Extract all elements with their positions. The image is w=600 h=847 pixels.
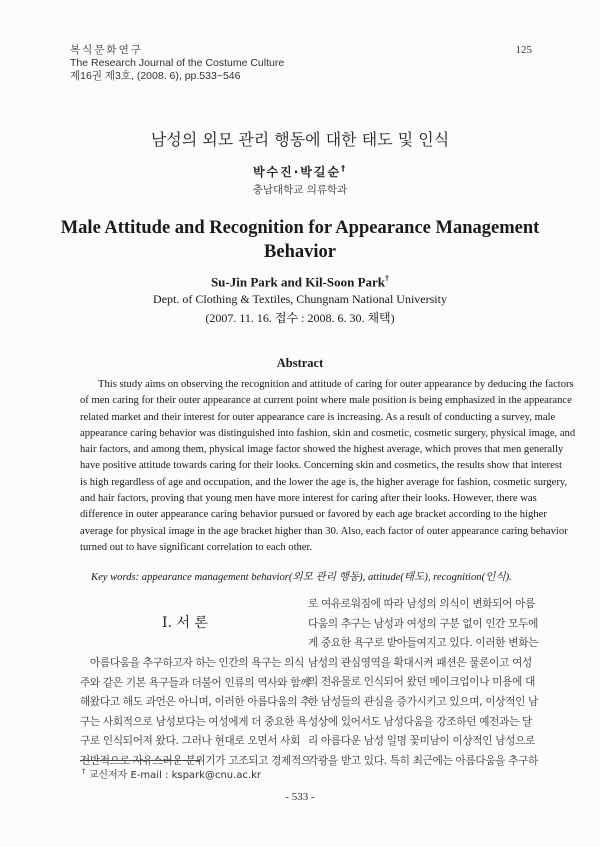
authors-english	[0, 274, 600, 290]
submission-dates: (2007. 11. 16. 접수 : 2008. 6. 30. 채택)	[205, 311, 395, 325]
volume-info: 제16권 제3호, (2008. 6), pp.533~546	[70, 70, 241, 82]
body-line: 성상에 있어서도 남성다움을 강조하던 예전과는 달	[308, 715, 532, 728]
abstract-heading: Abstract	[276, 356, 324, 370]
abstract-line: have positive attitude towards caring for their looks. Concerning skin and cosmetics, the results show that interest	[80, 460, 562, 472]
page-number-bottom: - 533 -	[285, 791, 315, 803]
abstract-line: of men caring for their outer appearance at current point where male position is being emphasized in the appearance	[80, 395, 572, 407]
affiliation-korean: 충남대학교 의류학과	[252, 184, 348, 196]
abstract-line: This study aims on observing the recognition and attitude of caring for outer appearance by deducing the factors	[98, 379, 574, 390]
journal-header	[70, 44, 284, 83]
abstract-line: hair factors, and among them, physical image factor showed the highest average, which proves that men generally	[80, 444, 564, 456]
footnote-rule	[80, 760, 200, 761]
body-line: 게 중요한 욕구로 받아들여지고 있다. 이러한 변화는	[308, 637, 539, 650]
footnote-text: 교신저자 E-mail : kspark@cnu.ac.kr	[88, 770, 262, 781]
body-line: 전반적으로 자유스러운 분위기가 고조되고 경제적으	[80, 754, 311, 767]
body-line: 리 아름다운 남성 일명 꽃미남이 이상적인 남성으로	[308, 735, 536, 748]
journal-korean: 복식문화연구	[70, 44, 143, 56]
title-english-line1: Male Attitude and Recognition for Appearance Management	[60, 218, 540, 238]
body-line: 해왔다고 해도 과언은 아니며, 이러한 아름다움의 추	[80, 696, 311, 709]
body-line: 각광을 받고 있다. 특히 최근에는 아름다움을 추구하	[308, 754, 539, 767]
title-english	[0, 216, 600, 264]
body-line: 아름다움을 추구하고자 하는 인간의 욕구는 의식	[90, 657, 305, 669]
affiliation-english: Dept. of Clothing & Textiles, Chungnam National University	[153, 292, 447, 306]
body-line: 로 여유로워짐에 따라 남성의 의식이 변화되어 아름	[308, 598, 536, 610]
page-number-top: 125	[515, 44, 532, 56]
abstract-line: and hair factors, proving that young men have more interest for caring after their looks. However, there was	[80, 493, 537, 505]
journal-english: The Research Journal of the Costume Culture	[70, 57, 285, 69]
right-column	[308, 595, 539, 771]
abstract-line: appearance caring behavior was distinguished into fashion, skin and cosmetic, cosmetic surgery, physical image, and	[80, 427, 576, 439]
left-column	[80, 654, 311, 772]
body-line: 남성의 관심영역을 확대시켜 패션은 물론이고 여성	[308, 656, 532, 669]
abstract-line: related market and their interest for outer appearance care is increasing. As a result of conducting a survey, male	[80, 411, 556, 423]
abstract-body	[80, 377, 576, 556]
corresponding-mark: †	[385, 274, 390, 283]
body-line: 다움의 추구는 남성과 여성의 구분 없이 인간 모두에	[308, 617, 539, 630]
keywords: Key words: appearance management behavior(외모 관리 행동), attitude(태도), recognition(인식).	[91, 572, 512, 583]
authors-korean	[0, 163, 600, 180]
abstract-line: difference in outer appearance caring behavior pursued or favored by each age bracket according to the higher	[80, 509, 547, 521]
authors-english-text: Su-Jin Park and Kil-Soon Park	[210, 274, 386, 290]
footnote	[82, 766, 261, 781]
body-line: 주와 같은 기본 욕구들과 더불어 인류의 역사와 함께	[80, 676, 311, 689]
abstract-line: turned out to have significant correlation to each other.	[80, 541, 313, 553]
abstract-line: average for physical image in the age bracket higher than 30. Also, each factor of outer appearance caring behavior	[80, 525, 568, 537]
section-heading: I. 서 론	[162, 615, 208, 631]
corresponding-mark: †	[341, 164, 348, 173]
authors-korean-text: 박수진·박길순	[252, 165, 342, 179]
body-line: 의 전유물로 인식되어 왔던 메이크업이나 미용에 대	[308, 676, 536, 689]
body-line: 구는 사회적으로 남성보다는 여성에게 더 중요한 욕	[80, 715, 308, 728]
abstract-line: is high regardless of age and occupation, and the lower the age is, the higher average for fashion, cosmetic surgery,	[80, 476, 568, 488]
body-line: 구로 인식되어져 왔다. 그러나 현대로 오면서 사회	[80, 735, 301, 748]
title-korean: 남성의 외모 관리 행동에 대한 태도 및 인식	[150, 130, 450, 149]
body-line: 한 남성들의 관심을 증가시키고 있으며, 이상적인 남	[308, 695, 539, 708]
footnote-mark: †	[82, 767, 86, 776]
title-english-line2: Behavior	[264, 242, 336, 262]
